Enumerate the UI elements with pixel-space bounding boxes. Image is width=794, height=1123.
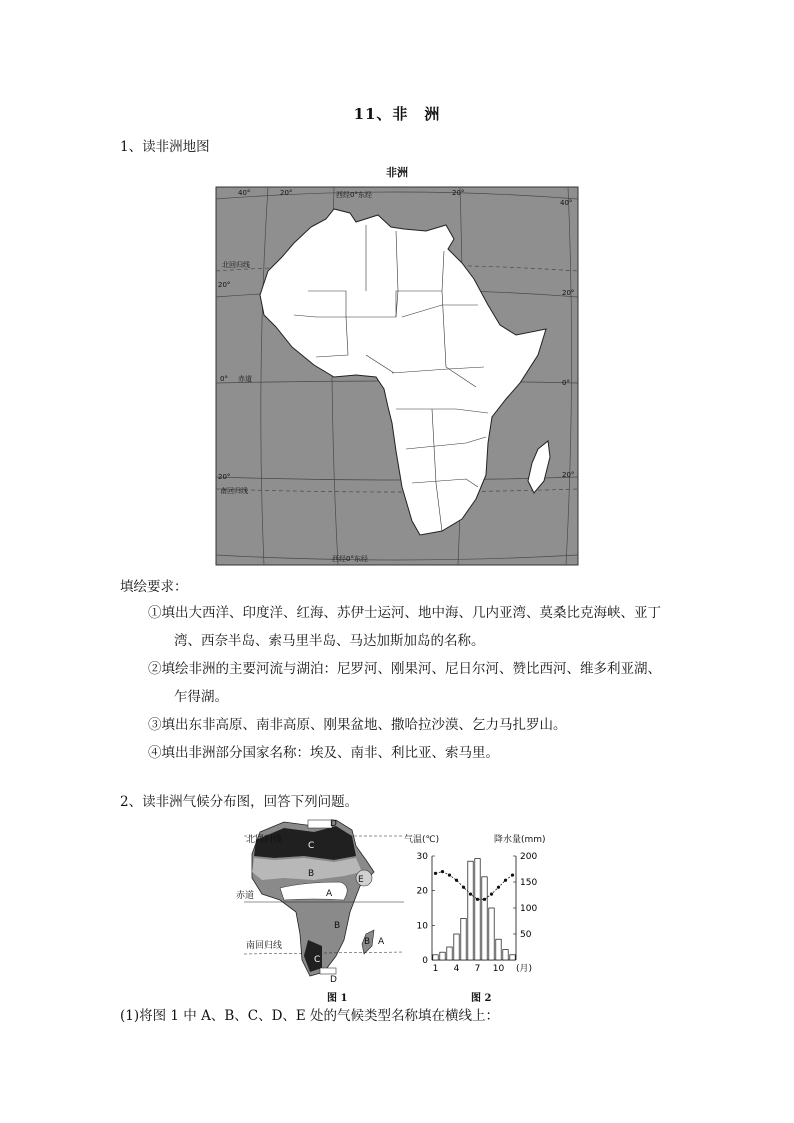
requirements-heading: 填绘要求： <box>120 579 188 595</box>
requirement-line-2: 湾、西奈半岛、索马里半岛、马达加斯加岛的名称。 <box>174 633 485 649</box>
map-label-lon-40e: 40° <box>560 199 573 207</box>
chart-left-tick-label: 10 <box>416 921 428 932</box>
temperature-point <box>504 879 507 882</box>
map-label-lat-20n-right: 20° <box>562 289 575 297</box>
fig1-equator: 赤道 <box>236 891 255 901</box>
precipitation-bar <box>461 918 466 960</box>
map-title: 非洲 <box>386 166 408 179</box>
fig1-label-a-center: A <box>326 889 333 899</box>
climate-map <box>236 816 404 985</box>
requirement-line-1: ①填出大西洋、印度洋、红海、苏伊士运河、地中海、几内亚湾、莫桑比克海峡、亚丁 <box>148 605 661 621</box>
map-label-tropic-north: 北回归线 <box>222 261 250 269</box>
map-label-lat-20s-right: 20° <box>562 471 575 479</box>
chart-right-tick-label: 150 <box>520 878 538 888</box>
precipitation-bar <box>510 955 515 960</box>
temperature-point <box>483 898 486 901</box>
temperature-point <box>511 873 514 876</box>
fig1-label-c-top: C <box>308 841 315 851</box>
chart-x-tick-label: 1 <box>432 964 439 974</box>
precipitation-bar <box>489 908 494 960</box>
africa-map <box>216 187 578 565</box>
climate-chart <box>402 832 560 976</box>
fig1-label-b-madagascar: B <box>364 937 371 947</box>
fig1-label-c-south: C <box>314 955 321 965</box>
fig1-label-b-south: B <box>334 921 341 931</box>
precipitation-bar <box>496 939 501 960</box>
map-label-equator: 赤道 <box>238 375 252 383</box>
fig1-label-d-top: D <box>330 819 337 829</box>
temperature-point <box>462 886 465 889</box>
question-1-heading: 1、读非洲地图 <box>120 139 210 155</box>
temperature-point <box>469 893 472 896</box>
fig1-label-b-top: B <box>308 869 315 879</box>
fig1-label-d-south: D <box>330 975 337 985</box>
fig1-tropic-south: 南回归线 <box>246 941 283 951</box>
chart-x-unit: (月) <box>516 964 533 974</box>
map-label-lat-0-left: 0° <box>220 375 228 383</box>
precipitation-bar <box>454 934 459 960</box>
fig1-label-a-madagascar: A <box>378 937 385 947</box>
temperature-point <box>490 893 493 896</box>
chart-x-tick-label: 4 <box>453 964 460 974</box>
chart-x-tick-label: 7 <box>474 964 481 974</box>
map-label-lat-20n-left: 20° <box>218 281 231 289</box>
chart-right-tick-label: 100 <box>520 904 538 914</box>
question-2-heading: 2、读非洲气候分布图，回答下列问题。 <box>120 794 359 810</box>
map-label-lon-20w: 20° <box>280 189 293 197</box>
chart-right-axis-label: 降水量(mm) <box>494 835 546 845</box>
temperature-point <box>448 873 451 876</box>
map-label-lon-20e: 20° <box>452 189 465 197</box>
temperature-point <box>434 872 437 875</box>
map-label-tropic-south: 南回归线 <box>220 487 248 495</box>
precipitation-bar <box>468 861 473 960</box>
chart-right-tick-label: 50 <box>520 930 532 940</box>
precipitation-bar <box>475 859 480 960</box>
chart-left-tick-label: 20 <box>416 886 428 897</box>
chart-left-tick-label: 0 <box>422 956 428 966</box>
chart-left-axis-label: 气温(℃) <box>404 835 440 845</box>
map-label-lon-40w: 40° <box>238 189 251 197</box>
fig1-tropic-north: 北回归线 <box>246 835 283 845</box>
temperature-point <box>441 870 444 873</box>
chart-left-tick-label: 30 <box>416 852 428 862</box>
chart-x-tick-label: 10 <box>492 964 505 974</box>
precipitation-bar <box>433 955 438 960</box>
fig2-caption: 图 2 <box>471 993 492 1004</box>
chart-right-tick-label: 200 <box>520 852 538 862</box>
map-label-bottom: 西经0°东经 <box>332 555 368 563</box>
requirement-line-3: ②填绘非洲的主要河流与湖泊：尼罗河、刚果河、尼日尔河、赞比西河、维多利亚湖、 <box>148 661 661 677</box>
fig1-caption: 图 1 <box>327 993 348 1004</box>
requirement-line-5: ③填出东非高原、南非高原、刚果盆地、撒哈拉沙漠、乞力马扎罗山。 <box>148 717 567 733</box>
temperature-point <box>455 879 458 882</box>
requirement-line-6: ④填出非洲部分国家名称：埃及、南非、利比亚、索马里。 <box>148 745 499 761</box>
question-2-sub-1: (1)将图 1 中 A、B、C、D、E 处的气候类型名称填在横线上： <box>120 1008 500 1024</box>
map-label-lat-20s-left: 20° <box>218 473 231 481</box>
page-title: 11、非 洲 <box>353 105 441 123</box>
fig1-label-e: E <box>358 875 364 885</box>
temperature-point <box>497 886 500 889</box>
precipitation-bar <box>482 877 487 960</box>
map-label-top: 西经0°东经 <box>336 191 372 199</box>
requirement-line-4: 乍得湖。 <box>174 689 228 705</box>
precipitation-bar <box>447 947 452 960</box>
temperature-line <box>436 872 513 900</box>
precipitation-bar <box>503 950 508 960</box>
precipitation-bar <box>440 952 445 960</box>
map-label-lat-0-right: 0° <box>562 379 570 387</box>
temperature-point <box>476 898 479 901</box>
